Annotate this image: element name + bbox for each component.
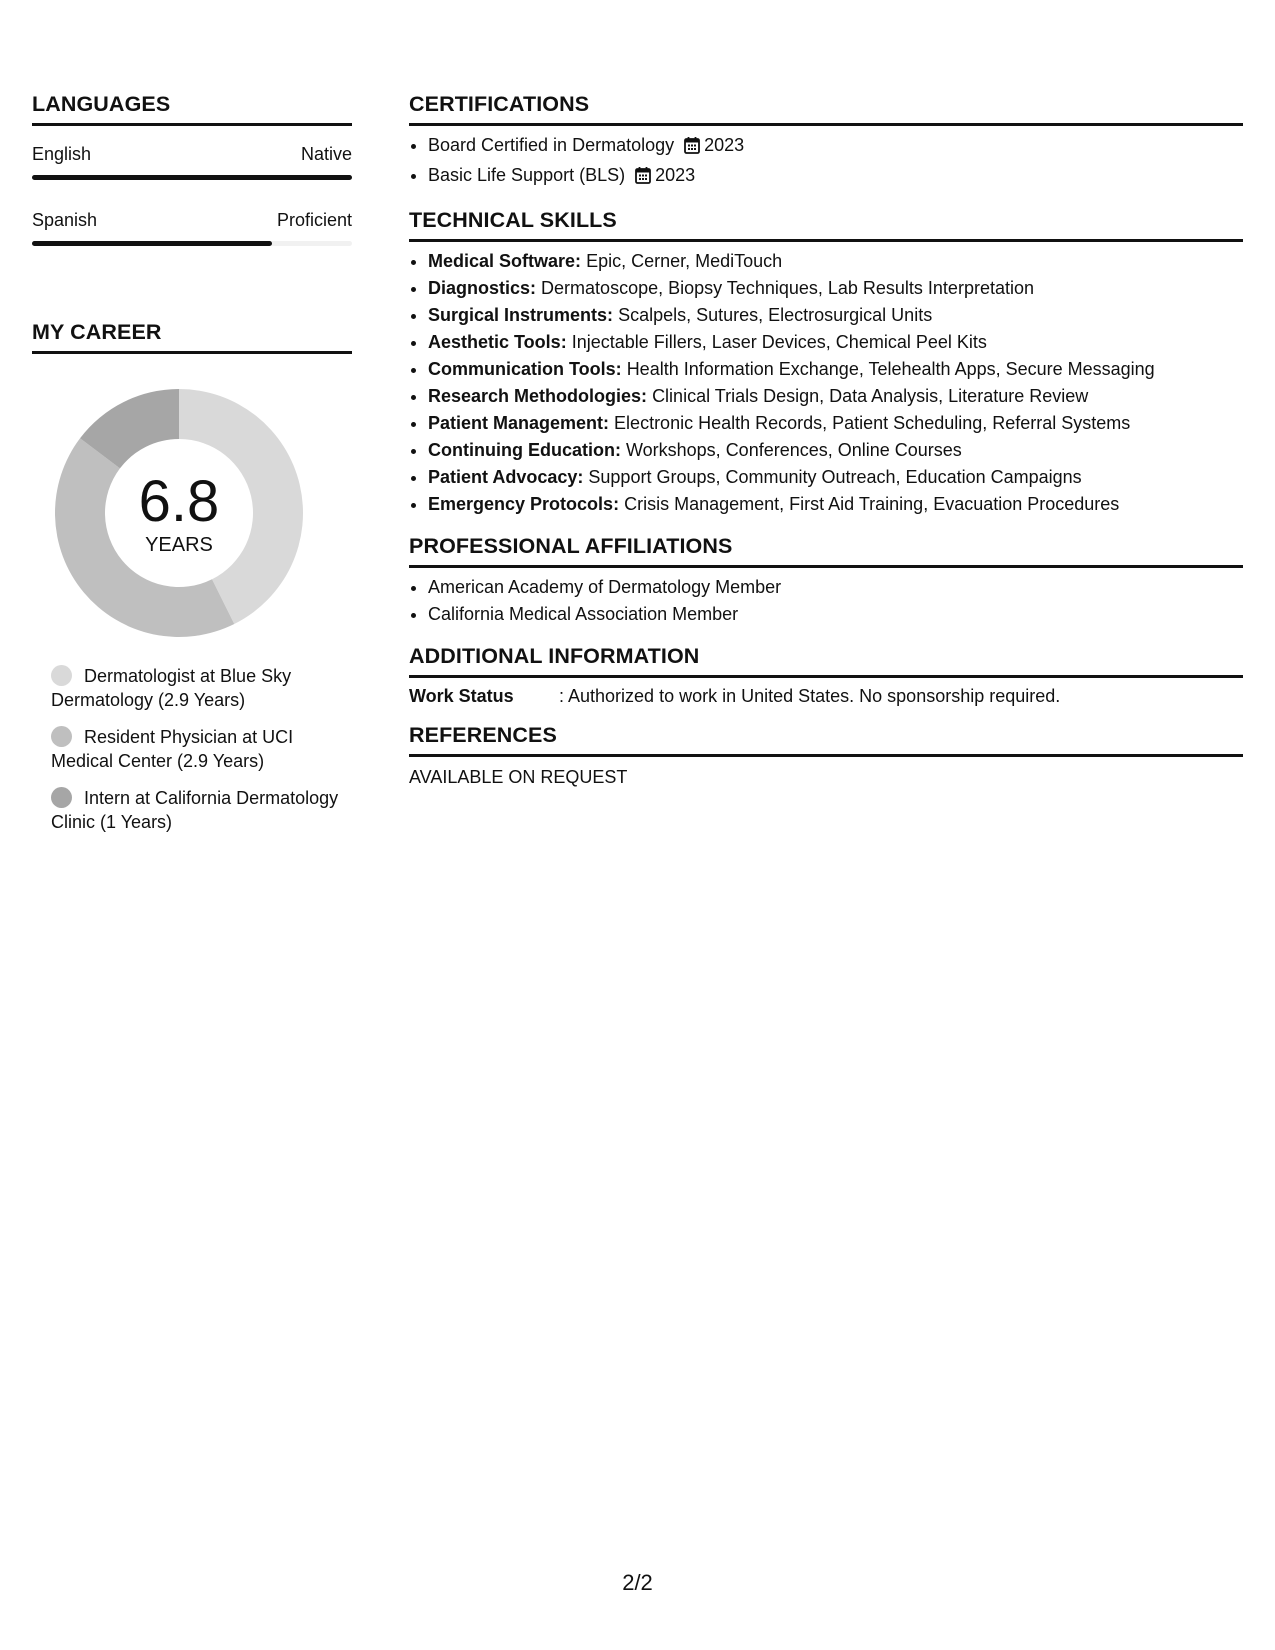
language-row	[32, 144, 352, 165]
career-total-unit: YEARS	[145, 534, 213, 556]
skill-item	[428, 491, 1243, 518]
certification-year: 2023	[655, 165, 696, 185]
career-donut-chart	[54, 388, 304, 638]
career-entry-label: Dermatologist at Blue Sky Dermatology (2.9 Years)	[51, 666, 292, 710]
skill-values: Health Information Exchange, Telehealth Apps, Secure Messaging	[626, 359, 1155, 379]
career-entry-label: Intern at California Dermatology Clinic (1 Years)	[51, 788, 339, 832]
affiliations-list	[409, 574, 1243, 628]
skill-category: Surgical Instruments:	[428, 305, 614, 325]
references-section	[409, 723, 1243, 788]
skill-values: Epic, Cerner, MediTouch	[586, 251, 783, 271]
skill-category: Aesthetic Tools:	[428, 332, 567, 352]
language-list	[32, 144, 352, 246]
skill-values: Scalpels, Sutures, Electrosurgical Units	[618, 305, 933, 325]
technical-skills-heading: TECHNICAL SKILLS	[409, 208, 1243, 242]
work-status-value: : Authorized to work in United States. No sponsorship required.	[559, 686, 1061, 706]
left-column	[32, 92, 352, 847]
skill-category: Patient Advocacy:	[428, 467, 584, 487]
skill-category: Research Methodologies:	[428, 386, 648, 406]
technical-skills-list	[409, 248, 1243, 518]
references-heading: REFERENCES	[409, 723, 1243, 757]
certification-name: Board Certified in Dermatology	[428, 135, 675, 155]
language-row	[32, 210, 352, 231]
career-legend	[51, 664, 341, 834]
skill-item	[428, 383, 1243, 410]
skill-item	[428, 329, 1243, 356]
references-text: AVAILABLE ON REQUEST	[409, 767, 628, 787]
right-column	[409, 92, 1243, 804]
career-section	[32, 320, 352, 834]
skill-values: Clinical Trials Design, Data Analysis, Literature Review	[652, 386, 1089, 406]
language-level: Native	[300, 144, 352, 164]
affiliation-item: • California Medical Association Member	[428, 601, 1243, 628]
skill-item	[428, 356, 1243, 383]
legend-dot-icon	[51, 665, 72, 686]
technical-skills-section	[409, 208, 1243, 518]
language-name: English	[32, 144, 92, 164]
skill-category: Diagnostics:	[428, 278, 537, 298]
skill-values: Workshops, Conferences, Online Courses	[625, 440, 962, 460]
language-proficiency-fill	[32, 241, 272, 246]
certifications-heading: CERTIFICATIONS	[409, 92, 1243, 126]
language-item-spanish	[32, 210, 352, 246]
skill-item	[428, 275, 1243, 302]
calendar-icon	[684, 135, 700, 162]
work-status-row	[409, 686, 1243, 707]
page-number: 2/2	[622, 1570, 653, 1595]
skill-item	[428, 437, 1243, 464]
skill-values: Crisis Management, First Aid Training, Evacuation Procedures	[624, 494, 1120, 514]
language-item-english	[32, 144, 352, 180]
legend-dot-icon	[51, 787, 72, 808]
skill-item	[428, 464, 1243, 491]
languages-section	[32, 92, 352, 246]
career-legend-item	[51, 725, 341, 773]
skill-category: Emergency Protocols:	[428, 494, 620, 514]
skill-item	[428, 302, 1243, 329]
career-legend-item	[51, 664, 341, 712]
language-name: Spanish	[32, 210, 98, 230]
language-level: Proficient	[276, 210, 352, 230]
skill-item	[428, 410, 1243, 437]
affiliations-heading: PROFESSIONAL AFFILIATIONS	[409, 534, 1243, 568]
legend-dot-icon	[51, 726, 72, 747]
career-heading: MY CAREER	[32, 320, 352, 354]
certification-name: Basic Life Support (BLS)	[428, 165, 626, 185]
career-total-years: 6.8	[138, 469, 220, 534]
skill-values: Dermatoscope, Biopsy Techniques, Lab Results Interpretation	[541, 278, 1034, 298]
additional-info-section	[409, 644, 1243, 707]
additional-info-heading: ADDITIONAL INFORMATION	[409, 644, 1243, 678]
calendar-icon	[635, 165, 651, 192]
certification-item	[428, 162, 1243, 192]
donut-center	[54, 388, 304, 638]
skill-category: Patient Management:	[428, 413, 610, 433]
affiliations-section	[409, 534, 1243, 628]
certification-year: 2023	[704, 135, 745, 155]
skill-values: Injectable Fillers, Laser Devices, Chemical Peel Kits	[571, 332, 987, 352]
languages-heading: LANGUAGES	[32, 92, 352, 126]
language-proficiency-bar	[32, 241, 352, 246]
language-proficiency-bar	[32, 175, 352, 180]
career-entry-label: Resident Physician at UCI Medical Center (2.9 Years)	[51, 727, 294, 771]
language-proficiency-fill	[32, 175, 352, 180]
certification-item	[428, 132, 1243, 162]
skill-values: Electronic Health Records, Patient Scheduling, Referral Systems	[614, 413, 1131, 433]
skill-category: Medical Software:	[428, 251, 582, 271]
affiliation-item: • American Academy of Dermatology Member	[428, 574, 1243, 601]
career-legend-item	[51, 786, 341, 834]
certifications-section	[409, 92, 1243, 192]
skill-category: Communication Tools:	[428, 359, 622, 379]
skill-values: Support Groups, Community Outreach, Education Campaigns	[588, 467, 1082, 487]
certifications-list	[409, 132, 1243, 192]
work-status-label: Work Status	[409, 686, 514, 706]
skill-category: Continuing Education:	[428, 440, 621, 460]
skill-item	[428, 248, 1243, 275]
